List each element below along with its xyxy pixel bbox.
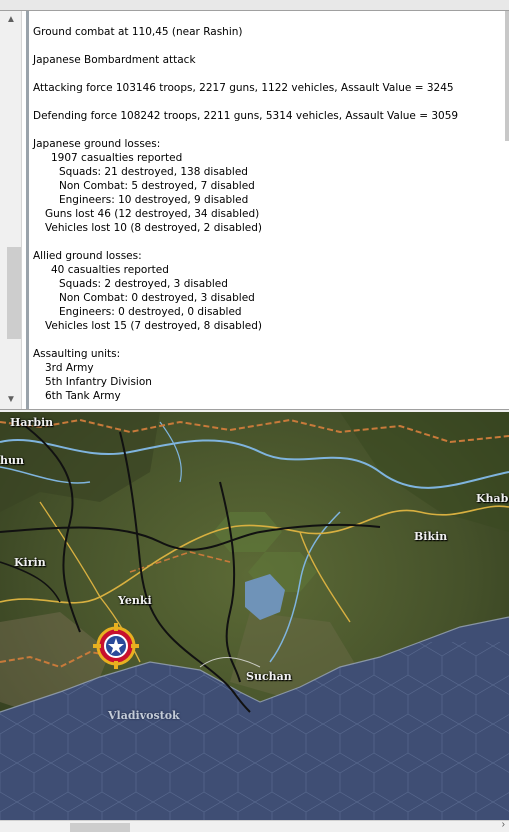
combat-report-panel [0, 10, 509, 410]
place-label: Kirin [14, 556, 46, 569]
report-line: Guns lost 46 (12 destroyed, 34 disabled) [45, 208, 260, 220]
report-line: Squads: 21 destroyed, 138 disabled [59, 166, 248, 178]
combat-report-text [33, 25, 501, 403]
place-label: Vladivostok [108, 709, 180, 722]
report-line: 3rd Army [45, 362, 94, 374]
report-blank-line [33, 39, 501, 53]
place-label: hun [0, 454, 24, 467]
report-line: Attacking force 103146 troops, 2217 guns, 1122 vehicles, Assault Value = 3245 [33, 82, 454, 94]
report-line: Squads: 2 destroyed, 3 disabled [59, 278, 228, 290]
report-blank-line [33, 235, 501, 249]
report-line: 6th Tank Army [45, 390, 121, 402]
place-label: Harbin [10, 416, 54, 429]
report-line: Japanese Bombardment attack [33, 54, 196, 66]
scroll-right-icon[interactable]: › [501, 819, 505, 830]
place-label: Yenki [118, 594, 152, 607]
report-line: Defending force 108242 troops, 2211 guns, 5314 vehicles, Assault Value = 3059 [33, 110, 459, 122]
report-blank-line [33, 67, 501, 81]
report-blank-line [33, 123, 501, 137]
scroll-up-icon[interactable]: ▲ [6, 14, 16, 25]
report-line: 5th Infantry Division [45, 376, 152, 388]
scroll-thumb[interactable] [7, 247, 21, 339]
report-vertical-scrollbar[interactable] [0, 11, 22, 409]
window-top-strip [0, 0, 509, 10]
report-line: 1907 casualties reported [51, 152, 183, 164]
place-label: Khab [476, 492, 509, 505]
report-line: 40 casualties reported [51, 264, 169, 276]
report-line: Vehicles lost 10 (8 destroyed, 2 disabled) [45, 222, 262, 234]
panel-divider [26, 11, 29, 409]
target-crosshair-icon[interactable] [93, 623, 139, 669]
map-view[interactable] [0, 412, 509, 820]
report-line: Non Combat: 0 destroyed, 3 disabled [59, 292, 255, 304]
report-line: Non Combat: 5 destroyed, 7 disabled [59, 180, 255, 192]
terrain-map [0, 412, 509, 820]
report-blank-line [33, 333, 501, 347]
scroll-down-icon[interactable]: ▼ [6, 394, 16, 405]
place-label: Bikin [414, 530, 448, 543]
report-line: Engineers: 0 destroyed, 0 disabled [59, 306, 242, 318]
place-label: Suchan [246, 670, 292, 683]
report-line: Assaulting units: [33, 348, 121, 360]
map-horizontal-scrollbar[interactable] [0, 820, 509, 832]
report-line: Engineers: 10 destroyed, 9 disabled [59, 194, 249, 206]
report-line: Japanese ground losses: [33, 138, 161, 150]
report-line: Allied ground losses: [33, 250, 142, 262]
report-right-edge-bar [505, 11, 509, 141]
report-blank-line [33, 95, 501, 109]
report-line: Vehicles lost 15 (7 destroyed, 8 disabled) [45, 320, 262, 332]
horizontal-scroll-thumb[interactable] [70, 823, 130, 832]
report-line: Ground combat at 110,45 (near Rashin) [33, 26, 243, 38]
